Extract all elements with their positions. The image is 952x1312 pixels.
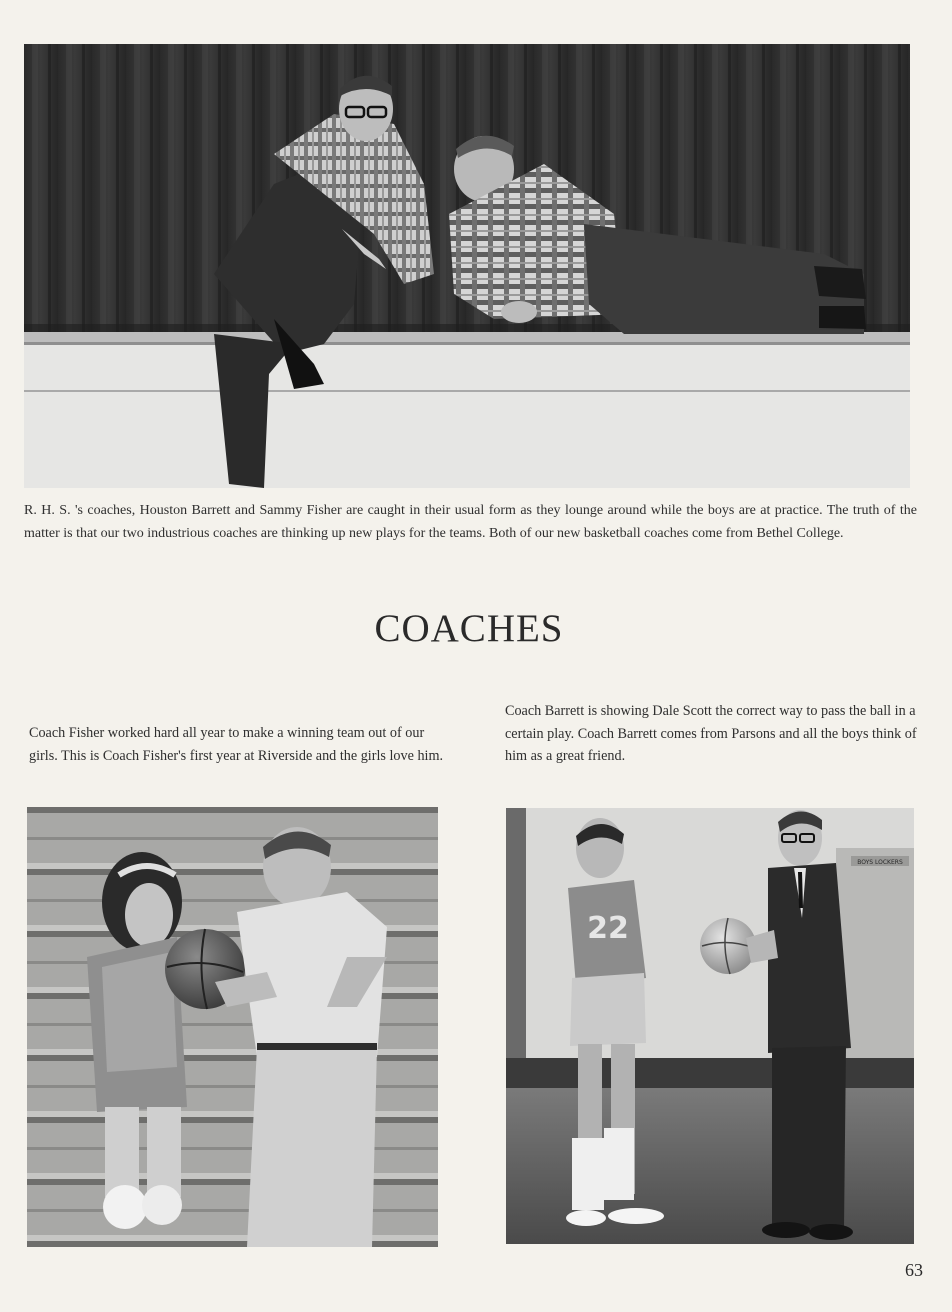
caption-fisher-photo: Coach Fisher worked hard all year to make a winning team out of our girls. This is Coach Fisher's first year at Riverside and the girls love him. [29,725,444,764]
caption-stage-photo: R. H. S. 's coaches, Houston Barrett and Sammy Fisher are caught in their usual form as they lounge around while the boys are at practice. The truth of the matter is that our two industrious coaches are thinking up new plays for the teams. Both of our new basketball coaches come from Bethel College. [24,503,917,541]
stage-photo-illustration [24,44,910,488]
photo-coaches-on-stage [24,44,910,488]
boys-lockers-sign: BOYS LOCKERS [857,859,903,866]
caption-barrett-photo: Coach Barrett is showing Dale Scott the correct way to pass the ball in a certain play. Coach Barrett comes from Parsons and all the boys think of him as a great friend. [505,703,917,764]
page-heading: COACHES [374,607,564,650]
photo-coach-barrett-with-player [506,808,914,1244]
barrett-photo-illustration [506,808,914,1244]
page-number: 63 [905,1260,923,1280]
jersey-number: 22 [587,911,629,946]
fisher-photo-illustration [27,807,438,1247]
photo-coach-fisher-with-girl [27,807,438,1247]
